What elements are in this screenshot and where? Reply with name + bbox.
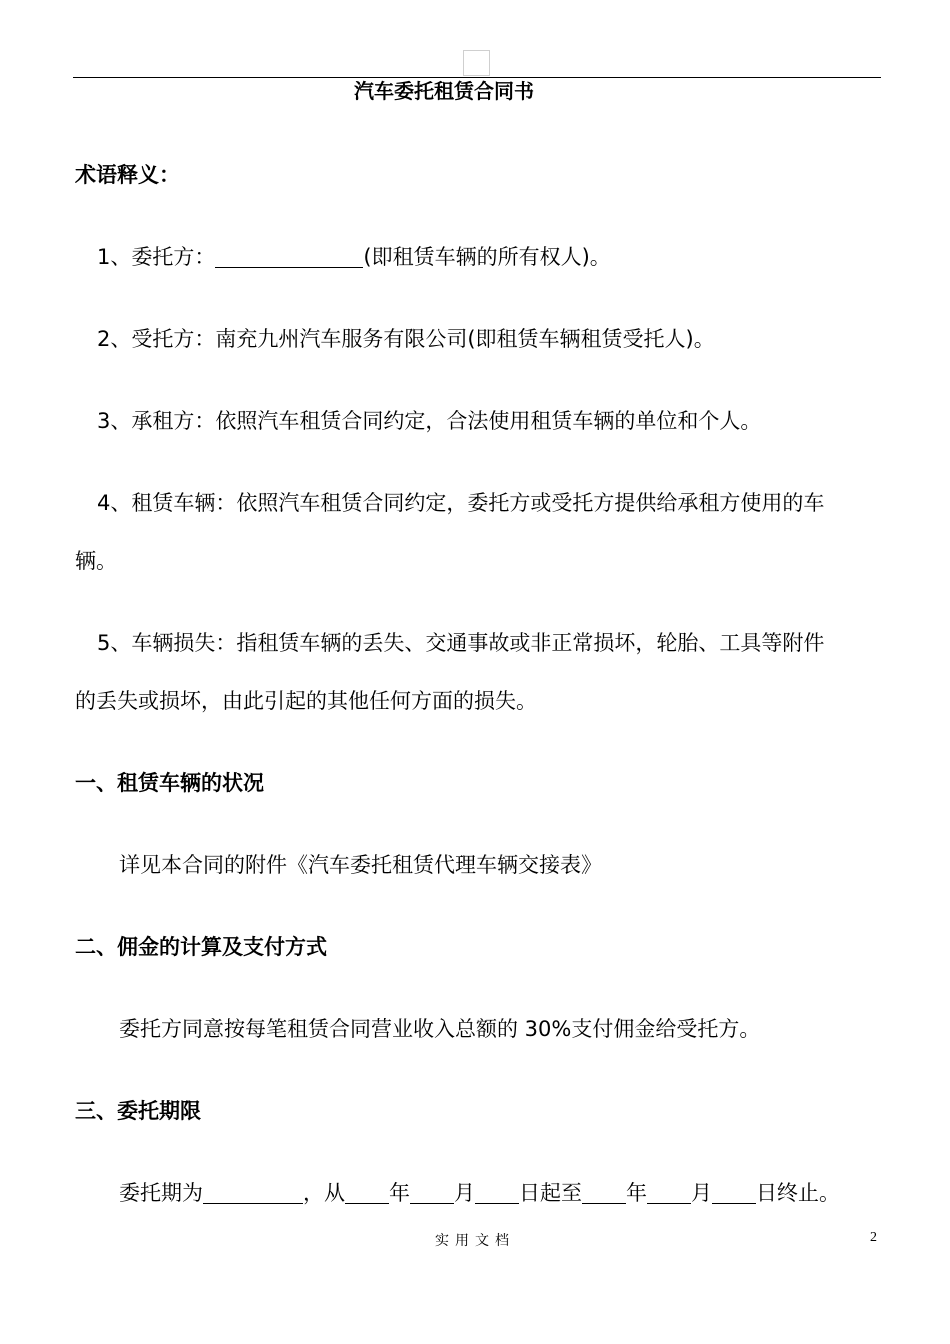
term-item-1-prefix: 1、委托方： <box>97 245 216 269</box>
terms-heading: 术语释义： <box>75 163 180 187</box>
term-item-5-line-1: 5、车辆损失：指租赁车辆的丢失、交通事故或非正常损坏，轮胎、工具等附件 <box>97 631 825 655</box>
section-1-body: 详见本合同的附件《汽车委托租赁代理车辆交接表》 <box>119 853 602 877</box>
start-day-blank[interactable] <box>475 1179 519 1204</box>
from-label: ，从 <box>303 1181 345 1205</box>
section-2-heading: 二、佣金的计算及支付方式 <box>75 935 327 959</box>
term-item-1 <box>97 242 611 272</box>
term-item-5-line-2: 的丢失或损坏，由此引起的其他任何方面的损失。 <box>75 689 537 713</box>
section-2-body: 委托方同意按每笔租赁合同营业收入总额的 30%支付佣金给受托方。 <box>119 1017 761 1041</box>
section-3-heading: 三、委托期限 <box>75 1099 201 1123</box>
end-day-blank[interactable] <box>712 1179 756 1204</box>
end-month-label: 月 <box>691 1181 712 1205</box>
section-1-heading: 一、租赁车辆的状况 <box>75 771 264 795</box>
end-year-blank[interactable] <box>582 1179 626 1204</box>
start-year-blank[interactable] <box>345 1179 389 1204</box>
term-item-4-line-2: 辆。 <box>75 549 117 573</box>
section-3-term-line <box>119 1178 840 1208</box>
term-item-4-line-1: 4、租赁车辆：依照汽车租赁合同约定，委托方或受托方提供给承租方使用的车 <box>97 491 825 515</box>
end-month-blank[interactable] <box>647 1179 691 1204</box>
end-year-label: 年 <box>626 1181 647 1205</box>
start-day-label: 日起至 <box>519 1181 582 1205</box>
client-name-blank[interactable] <box>215 243 363 268</box>
term-item-3: 3、承租方：依照汽车租赁合同约定，合法使用租赁车辆的单位和个人。 <box>97 409 762 433</box>
start-month-label: 月 <box>454 1181 475 1205</box>
term-item-1-suffix: (即租赁车辆的所有权人)。 <box>363 245 611 269</box>
start-year-label: 年 <box>389 1181 410 1205</box>
page-number: 2 <box>870 1230 877 1245</box>
footer-label: 实用文档 <box>435 1233 515 1249</box>
term-duration-blank[interactable] <box>203 1179 303 1204</box>
end-day-label: 日终止。 <box>756 1181 840 1205</box>
term-label: 委托期为 <box>119 1181 203 1205</box>
term-item-2: 2、受托方：南充九州汽车服务有限公司(即租赁车辆租赁受托人)。 <box>97 327 715 351</box>
start-month-blank[interactable] <box>410 1179 454 1204</box>
header-marker-box <box>463 50 490 76</box>
document-title: 汽车委托租赁合同书 <box>354 79 534 103</box>
